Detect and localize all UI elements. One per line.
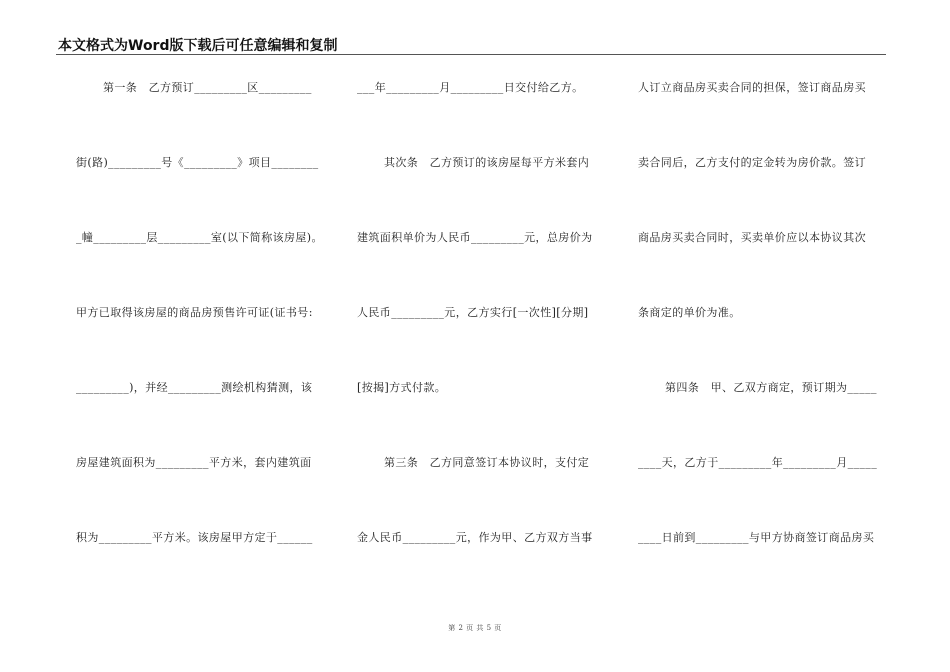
text-line: 其次条 乙方预订的该房屋每平方米套内 <box>384 156 590 169</box>
text-line: ___年_________月_________日交付给乙方。 <box>357 81 584 94</box>
text-line: 房屋建筑面积为_________平方米，套内建筑面 <box>76 456 312 469</box>
text-line: [按揭]方式付款。 <box>357 381 447 394</box>
text-line: 第四条 甲、乙双方商定，预订期为_____ <box>665 381 877 394</box>
text-line: ____天，乙方于_________年_________月_____ <box>638 456 878 469</box>
header-title: 本文格式为Word版下载后可任意编辑和复制 <box>58 38 338 54</box>
text-line: 人民币_________元，乙方实行[一次性][分期] <box>357 306 589 319</box>
text-line: 第一条 乙方预订_________区_________ <box>103 81 312 94</box>
text-line: 积为_________平方米。该房屋甲方定于______ <box>76 531 313 544</box>
text-line: _幢_________层_________室(以下简称该房屋)。 <box>76 231 323 244</box>
text-line: _________)，并经_________测绘机构猜测，该 <box>76 381 313 394</box>
text-line: 商品房买卖合同时，买卖单价应以本协议其次 <box>638 231 866 244</box>
text-line: 街(路)_________号《_________》项目________ <box>76 156 319 169</box>
text-line: 人订立商品房买卖合同的担保，签订商品房买 <box>638 81 866 94</box>
text-line: 建筑面积单价为人民币_________元，总房价为 <box>357 231 593 244</box>
text-line: 卖合同后，乙方支付的定金转为房价款。签订 <box>638 156 866 169</box>
text-line: 条商定的单价为准。 <box>638 306 741 319</box>
page-number: 第 2 页 共 5 页 <box>448 624 502 632</box>
page-header <box>56 32 886 55</box>
text-line: 第三条 乙方同意签订本协议时，支付定 <box>384 456 590 469</box>
text-line: 甲方已取得该房屋的商品房预售许可证(证书号: <box>76 306 313 319</box>
text-line: 金人民币_________元，作为甲、乙方双方当事 <box>357 531 593 544</box>
text-line: ____日前到_________与甲方协商签订商品房买 <box>638 531 875 544</box>
